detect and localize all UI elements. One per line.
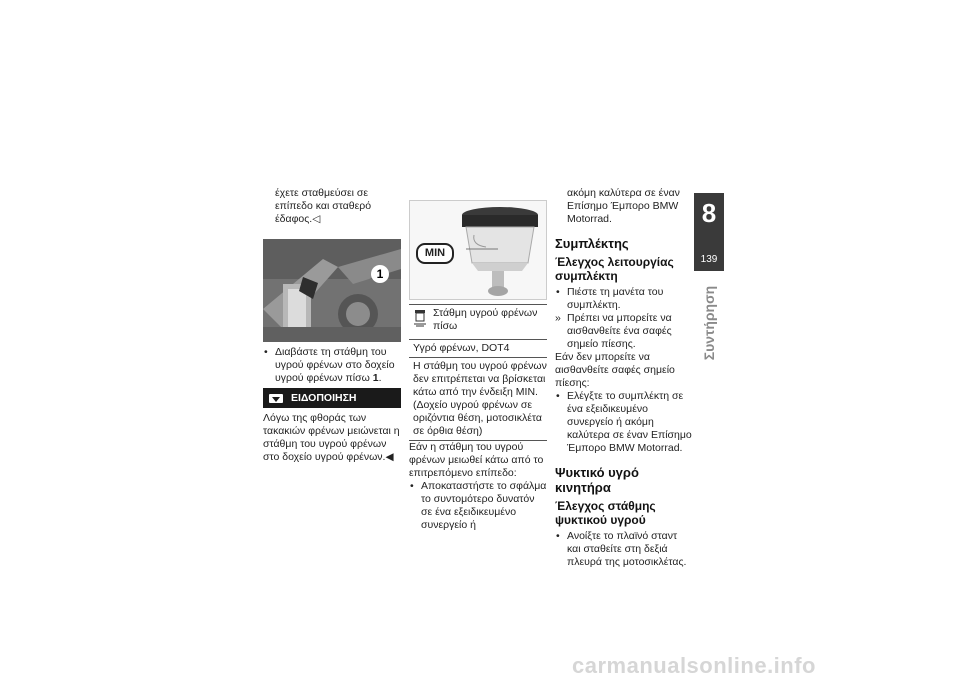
section-title: Συντήρηση bbox=[701, 286, 717, 360]
intro-text: έχετε σταθμεύσει σε επίπεδο και σταθερό έδαφος.◁ bbox=[275, 187, 372, 225]
column-middle bbox=[409, 200, 547, 532]
section-title-vertical bbox=[691, 286, 727, 360]
coolant-bullet: • Ανοίξτε το πλαϊνό σταντ και σταθείτε στη δεξιά πλευρά της μοτοσικλέτας. bbox=[555, 530, 693, 569]
heading-clutch: Συμπλέκτης bbox=[555, 236, 629, 251]
heading-coolant: Ψυκτικό υγρό κινητήρα bbox=[555, 465, 639, 495]
clutch-condition: Εάν δεν μπορείτε να αισθανθείτε σαφές σημείο πίεσης: bbox=[555, 351, 675, 389]
spec-header bbox=[409, 305, 547, 340]
chapter-tab bbox=[694, 193, 724, 271]
below-min-text: Εάν η στάθμη του υγρού φρένων μειωθεί κάτω από το επιτρεπόμενο επίπεδο: bbox=[409, 441, 544, 479]
bullet-end: . bbox=[378, 372, 382, 384]
fix-bullet: • Αποκαταστήστε το σφάλμα το συντομότερο δυνατόν σε ένα εξειδικευμένο συνεργείο ή bbox=[409, 480, 547, 532]
spec-note: Η στάθμη του υγρού φρένων δεν επιτρέπεται να βρίσκεται κάτω από την ένδειξη MIN. (Δοχείο υγρού φρένων σε οριζόντια θέση, μοτοσικλέτα σε όρθια θέση) bbox=[413, 360, 547, 437]
chapter-number: 8 bbox=[701, 198, 717, 228]
brake-fluid-icon bbox=[413, 309, 433, 333]
spec-title: Στάθμη υγρού φρένων πίσω bbox=[433, 307, 538, 332]
column-right bbox=[555, 187, 693, 569]
clutch-result: » Πρέπει να μπορείτε να αισθανθείτε ένα σαφές σημείο πίεσης. bbox=[555, 312, 693, 351]
reservoir-photo bbox=[409, 200, 547, 300]
page-number: 139 bbox=[700, 254, 718, 265]
clutch-bullet-2: • Ελέγξτε το συμπλέκτη σε ένα εξειδικευμένο συνεργείο ή ακόμη καλύτερα σε έναν Επίσημο Έμπορο BMW Motorrad. bbox=[555, 390, 693, 455]
column-left bbox=[263, 187, 401, 464]
rear-brake-photo bbox=[263, 239, 401, 342]
watermark: carmanualsonline.info bbox=[572, 653, 816, 678]
callout-1: 1 bbox=[371, 265, 389, 283]
bullet-ref: 1 bbox=[372, 372, 379, 384]
heading-clutch-check: Έλεγχος λειτουργίας συμπλέκτη bbox=[555, 255, 674, 283]
spec-table bbox=[409, 304, 547, 441]
min-label: MIN bbox=[416, 243, 454, 264]
spec-fluid: Υγρό φρένων, DOT4 bbox=[409, 340, 547, 358]
warning-icon bbox=[267, 391, 285, 405]
bullet-text: Διαβάστε τη στάθμη του υγρού φρένων στο δοχείο υγρού φρένων πίσω bbox=[275, 346, 395, 384]
rear-brake-illustration bbox=[263, 239, 401, 342]
continued-text: ακόμη καλύτερα σε έναν Επίσημο Έμπορο BMW Motorrad. bbox=[567, 187, 680, 225]
clutch-bullet-1: • Πιέστε τη μανέτα του συμπλέκτη. bbox=[555, 286, 693, 312]
warning-label: ΕΙΔΟΠΟΙΗΣΗ bbox=[291, 391, 357, 404]
warning-box bbox=[263, 388, 401, 408]
read-level-bullet bbox=[263, 346, 401, 385]
heading-coolant-check: Έλεγχος στάθμης ψυκτικού υγρού bbox=[555, 499, 656, 527]
warning-text: Λόγω της φθοράς των τακακιών φρένων μειώνεται η στάθμη του υγρού φρένων στο δοχείο υγρού φρένων.◀ bbox=[263, 412, 400, 463]
